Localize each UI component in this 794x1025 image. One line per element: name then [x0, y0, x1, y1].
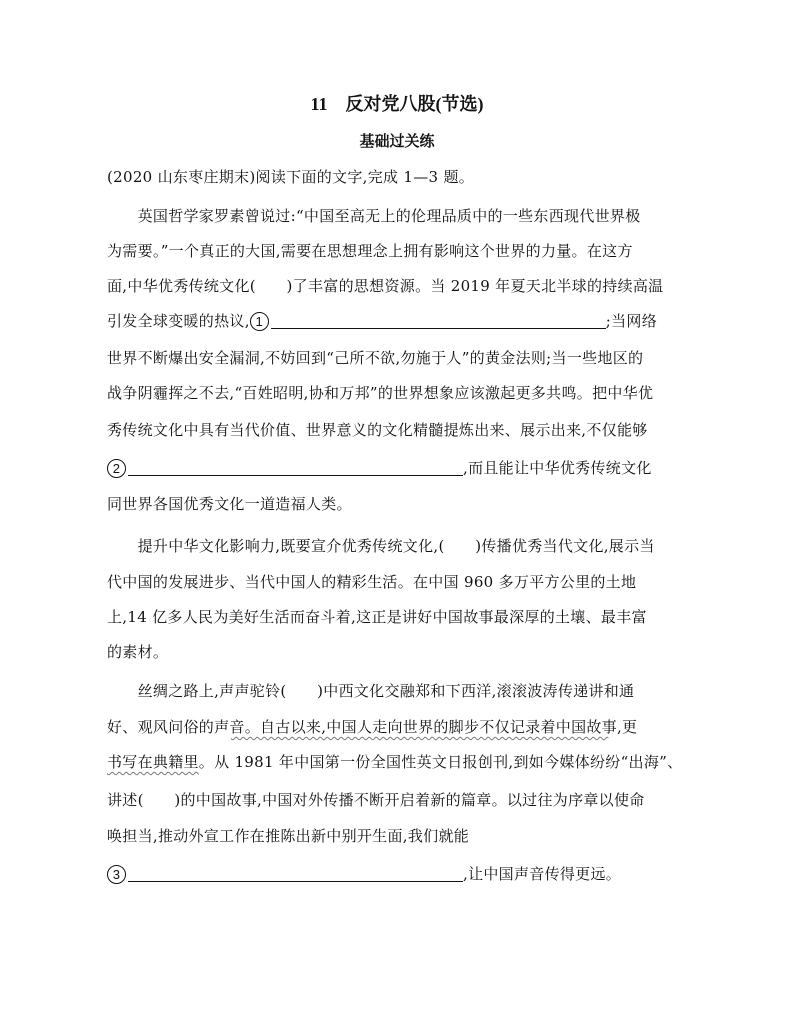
wavy-underline-a: [231, 717, 608, 737]
passage-line: 战争阴霾挥之不去,“百姓昭明,协和万邦”的世界想象应该激起更多共鸣。把中华优: [107, 384, 654, 402]
passage-line: 为需要。”一个真正的大国,需要在思想理念上拥有影响这个世界的力量。在这方: [107, 242, 633, 260]
passage-line: 面,中华优秀传统文化( )了丰富的思想资源。当 2019 年夏天北半球的持续高温: [107, 277, 664, 295]
passage-line: 代中国的发展进步、当代中国人的精彩生活。在中国 960 多万平方公里的土地: [107, 573, 637, 591]
passage-line-with-blank-1: [107, 311, 692, 331]
passage-line: 唤担当,推动外宣工作在推陈出新中别开生面,我们就能: [107, 827, 470, 845]
passage-text: ,让中国声音传得更远。: [463, 865, 622, 883]
passage-line: 秀传统文化中具有当代价值、世界意义的文化精髓提炼出来、展示出来,不仅能够: [107, 421, 648, 439]
passage-line: 的素材。: [107, 643, 169, 661]
answer-blank-2[interactable]: [128, 459, 463, 476]
passage-line: 同世界各国优秀文化一道造福人类。: [107, 495, 352, 513]
passage-line: 英国哲学家罗素曾说过:“中国至高无上的伦理品质中的一些东西现代世界极: [107, 207, 641, 225]
blank-marker-2: 2: [107, 459, 126, 478]
passage-line: 世界不断爆出安全漏洞,不妨回到“己所不欲,勿施于人”的黄金法则;当一些地区的: [107, 349, 644, 367]
passage-text: ,而且能让中华优秀传统文化: [463, 459, 652, 477]
passage-text: ;当网络: [605, 312, 658, 330]
passage-line: 书写在典籍里。从 1981 年中国第一份全国性英文日报创刊,到如今媒体纷纷“出海”、: [107, 753, 683, 771]
blank-marker-3: 3: [107, 865, 126, 884]
passage-line-with-blank-3: [107, 864, 692, 884]
wavy-underline-b: [107, 752, 199, 772]
passage-line: 提升中华文化影响力,既要宣介优秀传统文化,( )传播优秀当代文化,展示当: [107, 537, 655, 555]
passage-line: 讲述( )的中国故事,中国对外传播不断开启着新的篇章。以过往为序章以使命: [107, 791, 645, 809]
section-subtitle: 基础过关练: [359, 132, 435, 150]
passage-line: 丝绸之路上,声声驼铃( )中西文化交融郑和下西洋,滚滚波涛传递讲和通: [107, 682, 635, 700]
passage-line: 上,14 亿多人民为美好生活而奋斗着,这正是讲好中国故事最深厚的土壤、最丰富: [107, 608, 647, 626]
page-title: 11 反对党八股(节选): [310, 94, 484, 114]
blank-marker-1: 1: [250, 312, 269, 331]
answer-blank-1[interactable]: [271, 312, 606, 329]
passage-text: 好、观风问俗的声音。自古以来,中国人走向世界的脚步不仅记录着中国故事,更: [107, 718, 638, 736]
passage-line-with-blank-2: [107, 458, 692, 478]
answer-blank-3[interactable]: [128, 865, 463, 882]
question-intro: (2020 山东枣庄期末)阅读下面的文字,完成 1—3 题。: [107, 168, 475, 186]
passage-text: 引发全球变暖的热议,: [107, 312, 250, 330]
